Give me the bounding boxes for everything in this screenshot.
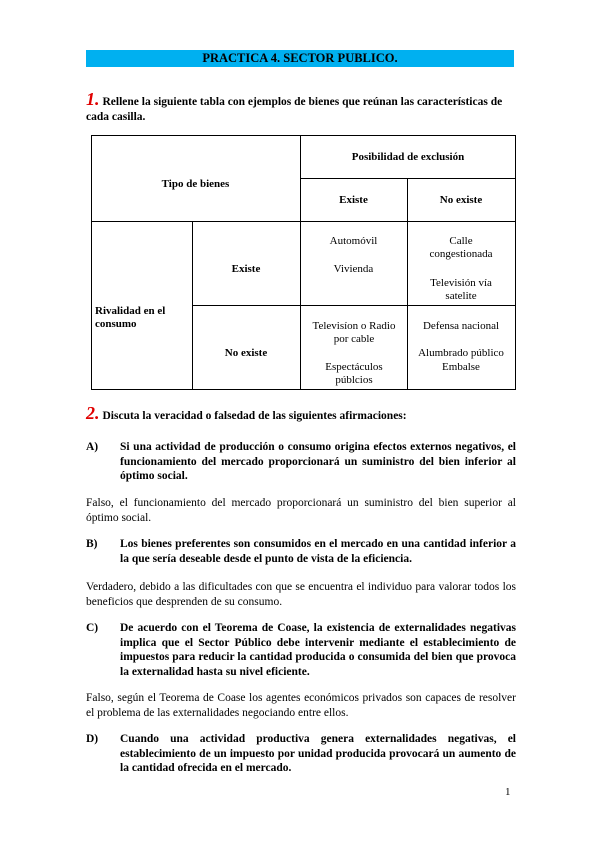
table-cell-noexiste-noexiste-2: Alumbrado público [418, 347, 504, 359]
statement-c-label: C) [86, 622, 99, 634]
question-2-heading [86, 403, 518, 424]
row-existe-label: Existe [231, 263, 261, 275]
statement-b [86, 537, 516, 566]
page-title: PRACTICA 4. SECTOR PUBLICO. [86, 50, 514, 67]
answer-b: Verdadero, debido a las dificultades con que se encuentra el individuo para valorar todos los beneficios que desprenden de su consumo. [86, 581, 516, 608]
statement-b-label: B) [86, 538, 98, 550]
table-cell-noexiste-noexiste-3: Embalse [442, 361, 480, 373]
goods-table [91, 135, 516, 389]
row-no-existe-label: No existe [224, 347, 268, 359]
statement-d-text: Cuando una actividad productiva genera externalidades negativas, el establecimiento de un impuesto por unidad producida provocará un aumento de la cantidad ofrecida en el mercado. [120, 733, 516, 774]
rivalidad-label: Rivalidad en el consumo [95, 305, 166, 330]
question-1-number: 1. [86, 89, 100, 109]
statement-a-text: Si una actividad de producción o consumo origina efectos externos negativos, el funcionamiento del mercado proporcionará un suministro del bien inferior al óptimo social. [120, 441, 516, 482]
statement-d-label: D) [86, 733, 99, 745]
statement-d [86, 732, 516, 776]
existe-column-header: Existe [339, 194, 368, 206]
table-cell-existe-noexiste-1: Calle congestionada [429, 235, 493, 260]
question-1-heading [86, 89, 518, 125]
table-cell-existe-existe-2: Vivienda [333, 263, 374, 275]
question-2-number: 2. [86, 403, 100, 423]
question-1-text: Rellene la siguiente tabla con ejemplos de bienes que reúnan las características de cada casilla. [86, 96, 503, 123]
table-cell-noexiste-noexiste-1: Defensa nacional [422, 320, 500, 332]
answer-c: Falso, según el Teorema de Coase los agentes económicos privados son capaces de resolver el problema de las externalidades negociando entre ellos. [86, 692, 516, 719]
tipo-bienes-header: Tipo de bienes [161, 178, 230, 190]
table-cell-existe-existe-1: Automóvil [329, 235, 378, 247]
table-cell-existe-noexiste-2: Televisión vía satelite [430, 277, 492, 302]
statement-c [86, 621, 516, 679]
page-number: 1 [505, 786, 511, 798]
statement-c-text: De acuerdo con el Teorema de Coase, la existencia de externalidades negativas implica que el Sector Público debe intervenir mediante el establecimiento de impuestos para reducir la cantidad producida o consumida del bien que provoca la externalidad hasta su nivel eficiente. [120, 622, 516, 678]
no-existe-column-header: No existe [439, 194, 483, 206]
statement-a-label: A) [86, 441, 99, 453]
table-cell-noexiste-existe-2: Espectáculos públcios [325, 361, 383, 386]
table-cell-noexiste-existe-1: Televisíon o Radio por cable [312, 320, 396, 345]
statement-b-text: Los bienes preferentes son consumidos en el mercado en una cantidad inferior a la que sería deseable desde el punto de vista de la eficiencia. [120, 538, 516, 565]
answer-a: Falso, el funcionamiento del mercado proporcionará un suministro del bien superior al óptimo social. [86, 497, 516, 524]
exclusion-header: Posibilidad de exclusión [351, 151, 465, 163]
question-2-text: Discuta la veracidad o falsedad de las siguientes afirmaciones: [102, 410, 407, 422]
statement-a [86, 440, 516, 484]
